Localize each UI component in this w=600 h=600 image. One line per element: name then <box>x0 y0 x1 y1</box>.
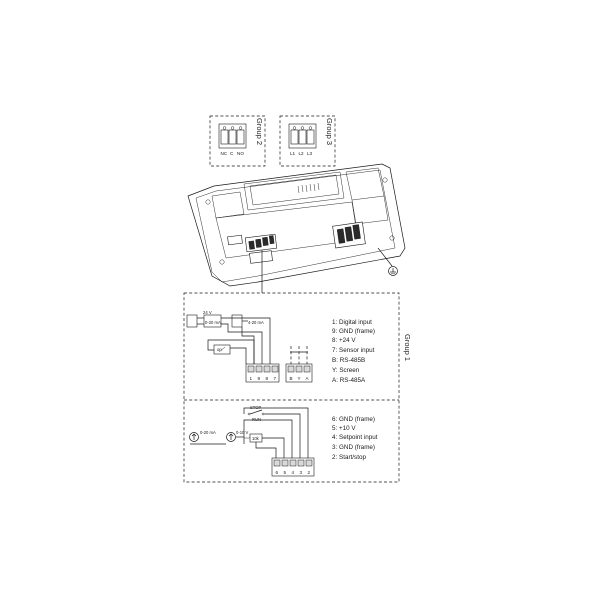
terminal-number: 6 <box>275 470 279 475</box>
legend-item: 3: GND (frame) <box>332 444 376 451</box>
group-1-lower-wiring <box>190 405 315 476</box>
rs485-wires <box>290 346 308 364</box>
legend-item: A: RS-485A <box>332 377 366 384</box>
group-2-terminal-label: NO <box>237 151 244 156</box>
terminal-number: 9 <box>257 376 261 381</box>
group-3-panel <box>280 116 335 166</box>
terminal-number: 4 <box>291 470 295 475</box>
legend-item: 4: Setpoint input <box>332 434 378 441</box>
legend-item: 7: Sensor input <box>332 347 375 354</box>
terminal-number: 3 <box>299 470 303 475</box>
sensor-current-label: 0-20 mA <box>205 320 221 325</box>
run-label: RUN <box>252 417 262 422</box>
group-2-terminal-label: C <box>230 151 234 156</box>
legend-item: Y: Screen <box>332 367 360 374</box>
earth-ground-icon <box>378 248 398 276</box>
transmitter-box <box>232 315 242 327</box>
sensor-box <box>187 315 197 327</box>
group-1-upper-legend <box>332 319 375 384</box>
current-source-icon <box>190 433 199 442</box>
stop-label: STOP <box>250 405 262 410</box>
terminal-number: 5 <box>283 470 287 475</box>
legend-item: 5: +10 V <box>332 425 356 432</box>
setpoint-current-label: 0-20 mA <box>200 430 216 435</box>
supply-voltage-label: 24 V <box>203 310 212 315</box>
mounting-hole <box>206 200 210 204</box>
group-1-lower-legend <box>332 416 378 461</box>
group-2-terminal-label: NC <box>220 151 228 156</box>
group-2-connector <box>219 124 246 148</box>
group-1-terminal-block <box>245 234 276 263</box>
group-2-panel <box>210 116 265 166</box>
control-box-drawing <box>188 164 405 293</box>
legend-item: 1: Digital input <box>332 319 372 326</box>
terminal-number: A <box>305 376 309 381</box>
group-3-connector <box>289 124 316 148</box>
group-1-title: Group 1 <box>403 334 412 362</box>
terminal-number: 1 <box>249 376 253 381</box>
group-3-terminal-label: L2 <box>298 151 304 156</box>
mains-terminal-block <box>333 222 366 248</box>
voltage-source-icon <box>227 433 236 442</box>
mounting-hole <box>220 260 224 264</box>
transmitter-current-label: 4-20 mA <box>248 320 264 325</box>
svg-text:on: on <box>217 347 222 352</box>
group-3-terminal-label: L3 <box>307 151 313 156</box>
group-1-upper-wiring <box>187 310 312 382</box>
legend-item: 8: +24 V <box>332 337 356 344</box>
start-stop-switch <box>248 410 264 415</box>
terminal-number: B <box>289 376 293 381</box>
terminal-number: 8 <box>265 376 269 381</box>
legend-item: B: RS-485B <box>332 357 366 364</box>
legend-item: 2: Start/stop <box>332 454 366 461</box>
setpoint-voltage-label: 0-10 V <box>236 430 249 435</box>
terminal-number: Y <box>297 376 301 381</box>
terminal-number: 2 <box>307 470 311 475</box>
legend-item: 6: GND (frame) <box>332 416 376 423</box>
group-3-terminal-label: L1 <box>290 151 296 156</box>
vent-slots <box>298 183 319 193</box>
group-2-title: Group 2 <box>255 118 264 146</box>
mounting-hole <box>383 178 387 182</box>
terminal-number: 7 <box>273 376 277 381</box>
housing-outline <box>188 164 405 286</box>
potentiometer-label: 10k <box>252 436 259 441</box>
group-3-title: Group 3 <box>325 118 334 146</box>
mounting-hole <box>390 236 394 240</box>
legend-item: 9: GND (frame) <box>332 328 376 335</box>
